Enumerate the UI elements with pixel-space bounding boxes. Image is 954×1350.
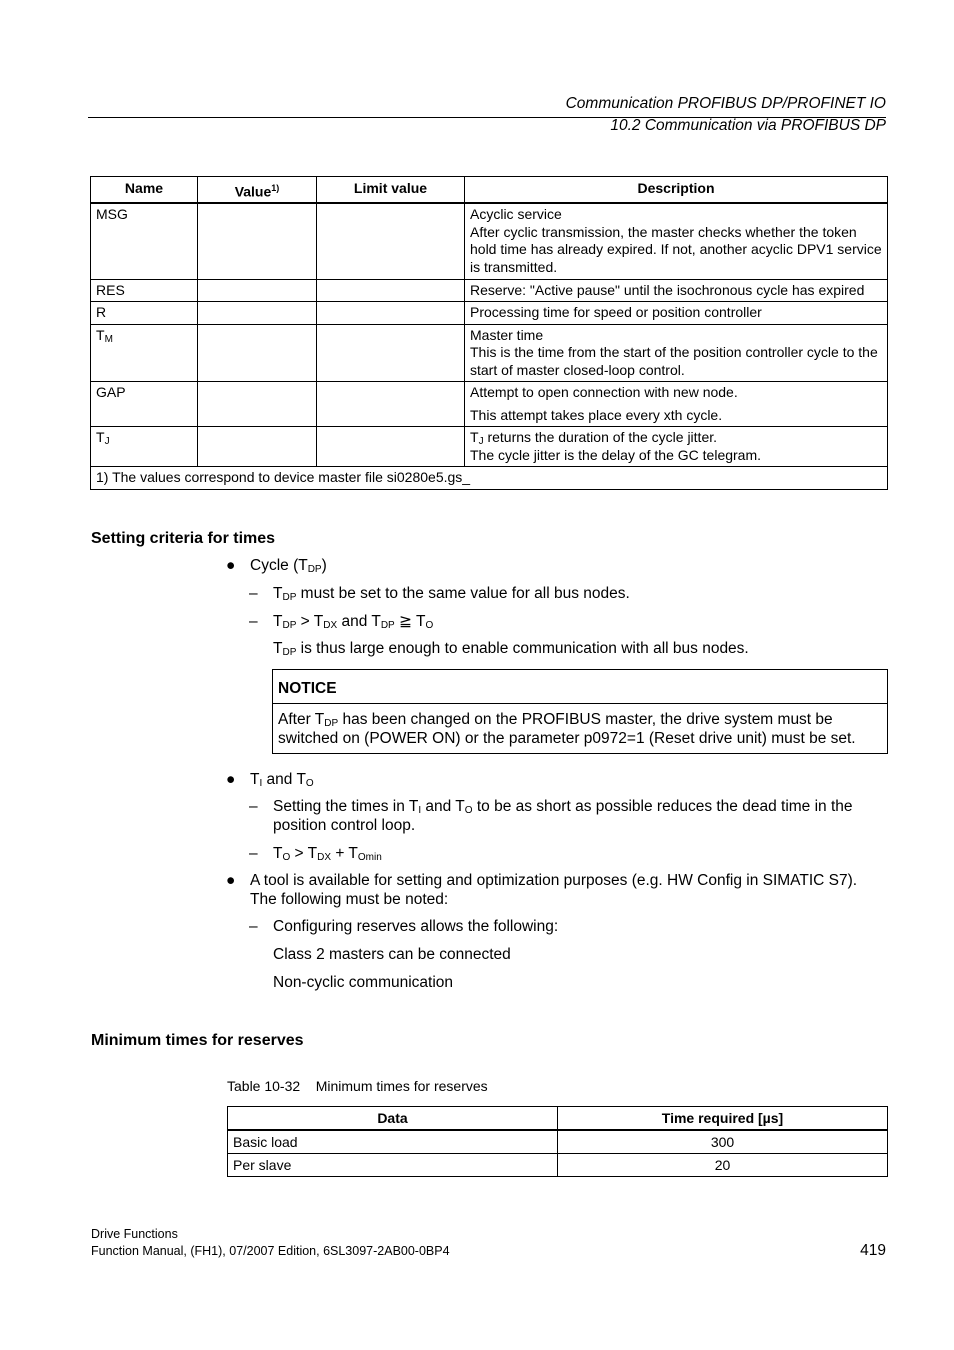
bullet-cycle: Cycle $(T_{DP})$ [250, 557, 327, 575]
row-desc: $T_J$ returns the duration of the cycle jitter. The cycle jitter is the delay of the GC telegram. [465, 427, 888, 467]
section-heading-reserves: Minimum times for reserves [91, 1032, 304, 1049]
row-desc: Reserve: "Active pause" until the isochronous cycle has expired [465, 279, 888, 302]
table-caption: Table 10-32 Minimum times for reserves [227, 1078, 488, 1094]
row-name: RES [91, 279, 198, 302]
dash-item: Configuring reserves allows the following: [273, 918, 559, 935]
col-time: Time required [µs] [558, 1107, 888, 1131]
col-limit: Limit value [317, 177, 465, 204]
dash-icon: – [249, 613, 258, 630]
notice-text: After $T_{DP}$ has been changed on the PROFIBUS master, the drive system must be switched on (POWER ON) or the parameter p0972=1 (Reset drive unit) must be set. [278, 711, 856, 747]
row-name: GAP [91, 382, 198, 427]
dash-icon: – [249, 845, 258, 862]
table-row [91, 279, 888, 302]
bullet-icon: ● [226, 771, 236, 788]
dash-item: $T_{DP} > T_{DX}$ and $T_{DP}$ ≧ $T_O$ [273, 613, 434, 631]
footer-title: Drive Functions [91, 1227, 178, 1241]
bullet-tool: A tool is available for setting and optimization purposes (e.g. HW Config in SIMATIC S7). The following must be noted: [250, 872, 858, 908]
telegram-times-table [90, 176, 888, 490]
row-desc: Attempt to open connection with new node. This attempt takes place every xth cycle. [465, 382, 888, 427]
cell-data: Basic load [228, 1130, 558, 1154]
col-value: Value$^{1)}$ [198, 177, 317, 204]
table-footnote-row [91, 467, 888, 490]
table-row [91, 203, 888, 279]
bullet-ti-to: $T_I$ and $T_O$ [250, 771, 314, 789]
dash-continuation: Class 2 masters can be connected [273, 946, 511, 963]
table-row [91, 382, 888, 427]
row-name: R [91, 302, 198, 325]
table-header-row [91, 177, 888, 204]
col-description: Description [465, 177, 888, 204]
cell-data: Per slave [228, 1154, 558, 1177]
table-row [91, 324, 888, 382]
dash-item: Setting the times in $T_I$ and $T_O$ to be as short as possible reduces the dead time in the position control loop. [273, 798, 853, 834]
row-desc: Acyclic service After cyclic transmission, the master checks whether the token hold time has already expired. If not, another acyclic DPV1 service is transmitted. [465, 203, 888, 279]
row-name: $T_M$ [91, 324, 198, 382]
chapter-title: Communication PROFIBUS DP/PROFINET IO [565, 95, 886, 112]
table-row [228, 1154, 888, 1177]
table-header-row [228, 1107, 888, 1131]
footnote-ref: 1) [271, 183, 280, 193]
col-data: Data [228, 1107, 558, 1131]
col-name: Name [91, 177, 198, 204]
table-row [91, 302, 888, 325]
row-name: $T_J$ [91, 427, 198, 467]
dash-continuation: Non-cyclic communication [273, 974, 454, 991]
dash-continuation: $T_{DP}$ is thus large enough to enable communication with all bus nodes. [273, 640, 749, 658]
dash-icon: – [249, 918, 258, 935]
page-number: 419 [860, 1242, 886, 1259]
dash-icon: – [249, 798, 258, 815]
section-title: 10.2 Communication via PROFIBUS DP [610, 117, 886, 134]
footer-manual: Function Manual, (FH1), 07/2007 Edition, 6SL3097-2AB00-0BP4 [91, 1244, 450, 1258]
cell-time: 300 [558, 1130, 888, 1154]
table-row [228, 1130, 888, 1154]
row-name: MSG [91, 203, 198, 279]
section-heading-times: Setting criteria for times [91, 530, 276, 547]
dash-item: $T_{DP}$ must be set to the same value for all bus nodes. [273, 585, 630, 603]
dash-item: $T_O > T_{DX} + T_{Omin}$ [273, 845, 382, 863]
row-desc: Master time This is the time from the start of the position controller cycle to the start of master closed-loop control. [465, 324, 888, 382]
table-row [91, 427, 888, 467]
notice-box [272, 669, 888, 754]
row-desc: Processing time for speed or position controller [465, 302, 888, 325]
table-footnote: 1) The values correspond to device master file si0280e5.gs_ [91, 467, 888, 490]
bullet-icon: ● [226, 872, 236, 889]
cell-time: 20 [558, 1154, 888, 1177]
dash-icon: – [249, 585, 258, 602]
notice-title: NOTICE [273, 670, 887, 704]
bullet-icon: ● [226, 557, 236, 574]
reserves-table [227, 1106, 888, 1177]
